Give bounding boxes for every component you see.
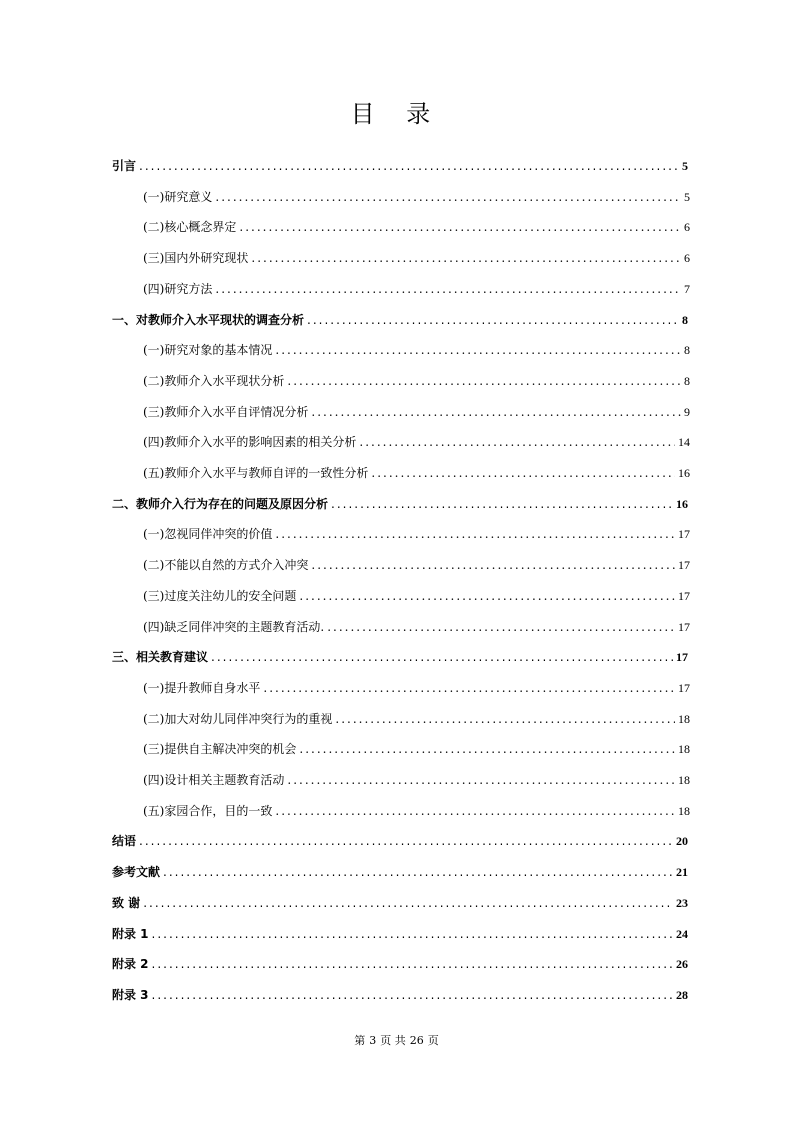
toc-entry-page-number: 18 [678, 803, 690, 818]
toc-entry-label: 附录 2 [112, 957, 149, 972]
toc-dot-leader [311, 555, 675, 575]
toc-entry[interactable] [112, 862, 688, 882]
footer-suffix: 页 [427, 1034, 439, 1047]
toc-entry-page-number: 14 [678, 435, 690, 450]
toc-entry-page-number: 23 [676, 895, 688, 910]
toc-dot-leader [299, 739, 675, 759]
toc-entry-page-number: 6 [684, 220, 690, 235]
toc-entry-label: (一)忽视同伴冲突的价值 [143, 527, 273, 542]
toc-entry[interactable] [112, 924, 688, 944]
toc-dot-leader [215, 187, 681, 207]
toc-entry-page-number: 7 [684, 281, 690, 296]
toc-dot-leader [275, 801, 675, 821]
toc-entry-label: (四)缺乏同伴冲突的主题教育活动. [143, 619, 325, 634]
toc-dot-leader [335, 709, 675, 729]
toc-entry[interactable] [143, 709, 690, 729]
toc-entry-label: (二)核心概念界定 [143, 220, 237, 235]
toc-entry-label: (五)家园合作，目的一致 [143, 803, 273, 818]
toc-dot-leader [251, 248, 681, 268]
toc-entry[interactable] [143, 371, 690, 391]
toc-entry[interactable] [112, 954, 688, 974]
toc-dot-leader [152, 924, 673, 944]
toc-entry[interactable] [112, 156, 688, 176]
toc-entry[interactable] [143, 279, 690, 299]
toc-entry[interactable] [143, 432, 690, 452]
toc-entry-label: (四)教师介入水平的影响因素的相关分析 [143, 435, 357, 450]
toc-entry-page-number: 18 [678, 742, 690, 757]
toc-entry-label: 附录 3 [112, 987, 149, 1002]
toc-dot-leader [139, 156, 679, 176]
toc-dot-leader [307, 310, 679, 330]
toc-entry-label: (三)过度关注幼儿的安全问题 [143, 588, 297, 603]
toc-dot-leader [299, 586, 675, 606]
toc-entry-page-number: 28 [676, 987, 688, 1002]
toc-entry[interactable] [112, 310, 688, 330]
toc-entry-page-number: 6 [684, 251, 690, 266]
toc-entry-label: (二)不能以自然的方式介入冲突 [143, 558, 309, 573]
footer-mid: 页 共 [380, 1034, 406, 1047]
toc-entry[interactable] [143, 187, 690, 207]
toc-entry[interactable] [143, 770, 690, 790]
toc-entry[interactable] [143, 340, 690, 360]
toc-entry[interactable] [143, 555, 690, 575]
toc-entry-page-number: 17 [678, 680, 690, 695]
toc-entry[interactable] [143, 678, 690, 698]
toc-entry-label: (三)提供自主解决冲突的机会 [143, 742, 297, 757]
toc-entry-page-number: 18 [678, 773, 690, 787]
toc-entry-page-number: 21 [676, 865, 688, 880]
toc-entry-page-number: 17 [678, 527, 690, 542]
toc-entry-label: (四)研究方法 [143, 281, 213, 296]
toc-entry[interactable] [143, 739, 690, 759]
toc-entry-label: 附录 1 [112, 926, 149, 941]
toc-dot-leader [311, 402, 681, 422]
toc-entry-page-number: 17 [678, 588, 690, 603]
toc-dot-leader [143, 893, 673, 913]
toc-dot-leader [371, 463, 675, 483]
toc-entry-page-number: 5 [682, 159, 688, 173]
toc-entry[interactable] [143, 617, 690, 637]
toc-entry-label: (四)设计相关主题教育活动 [143, 773, 285, 787]
toc-entry-page-number: 8 [682, 312, 688, 327]
toc-entry-page-number: 20 [676, 834, 688, 849]
toc-entry-page-number: 17 [678, 558, 690, 573]
toc-dot-leader [163, 862, 673, 882]
toc-entry-label: (三)国内外研究现状 [143, 251, 249, 266]
toc-entry-label: 三、相关教育建议 [112, 650, 209, 665]
toc-title: 目 录 [350, 100, 443, 128]
toc-entry-page-number: 8 [684, 343, 690, 358]
toc-dot-leader [331, 494, 673, 514]
toc-entry-page-number: 24 [676, 926, 688, 941]
toc-dot-leader [263, 678, 675, 698]
toc-dot-leader [287, 770, 675, 790]
toc-entry-page-number: 16 [678, 466, 690, 480]
toc-entry[interactable] [112, 647, 688, 667]
toc-entry-page-number: 5 [684, 189, 690, 204]
toc-entry[interactable] [143, 402, 690, 422]
toc-dot-leader [275, 524, 675, 544]
toc-dot-leader [239, 217, 681, 237]
toc-entry[interactable] [143, 217, 690, 237]
toc-entry-label: 引言 [112, 159, 137, 173]
toc-entry-page-number: 16 [676, 496, 688, 511]
toc-entry[interactable] [143, 801, 690, 821]
toc-entry[interactable] [143, 586, 690, 606]
toc-entry-page-number: 17 [678, 619, 690, 634]
footer-total-pages: 26 [409, 1034, 424, 1047]
toc-entry-page-number: 9 [684, 404, 690, 419]
toc-entry-label: (一)研究对象的基本情况 [143, 343, 273, 358]
toc-dot-leader [287, 371, 681, 391]
toc-entry[interactable] [143, 248, 690, 268]
toc-entry[interactable] [112, 985, 688, 1005]
toc-entry-label: (一)研究意义 [143, 189, 213, 204]
footer-prefix: 第 [354, 1034, 366, 1047]
footer-current-page: 3 [369, 1034, 377, 1047]
toc-entry-label: 致 谢 [112, 895, 141, 910]
page-footer [0, 1032, 793, 1048]
toc-entry-page-number: 18 [678, 711, 690, 726]
toc-entry-label: 二、教师介入行为存在的问题及原因分析 [112, 496, 329, 511]
toc-entry-label: (五)教师介入水平与教师自评的一致性分析 [143, 466, 369, 480]
toc-dot-leader [215, 279, 681, 299]
toc-entry-page-number: 8 [684, 373, 690, 388]
toc-entry-label: (三)教师介入水平自评情况分析 [143, 404, 309, 419]
toc-entry-label: (一)提升教师自身水平 [143, 680, 261, 695]
toc-entry-label: 结语 [112, 834, 137, 849]
toc-dot-leader [211, 647, 673, 667]
toc-entry-page-number: 17 [676, 650, 688, 665]
toc-entry[interactable] [112, 893, 688, 913]
toc-entry-label: (二)加大对幼儿同伴冲突行为的重视 [143, 711, 333, 726]
toc-dot-leader [327, 617, 675, 637]
toc-entry-page-number: 26 [676, 957, 688, 972]
toc-entry[interactable] [112, 494, 688, 514]
toc-entry-label: (二)教师介入水平现状分析 [143, 373, 285, 388]
toc-dot-leader [152, 985, 673, 1005]
toc-dot-leader [275, 340, 681, 360]
toc-entry-label: 参考文献 [112, 865, 161, 880]
toc-entry[interactable] [143, 524, 690, 544]
toc-entry-label: 一、对教师介入水平现状的调查分析 [112, 312, 305, 327]
toc-dot-leader [359, 432, 675, 452]
toc-dot-leader [152, 954, 673, 974]
toc-entry[interactable] [143, 463, 690, 483]
toc-entry[interactable] [112, 831, 688, 851]
toc-dot-leader [139, 831, 673, 851]
